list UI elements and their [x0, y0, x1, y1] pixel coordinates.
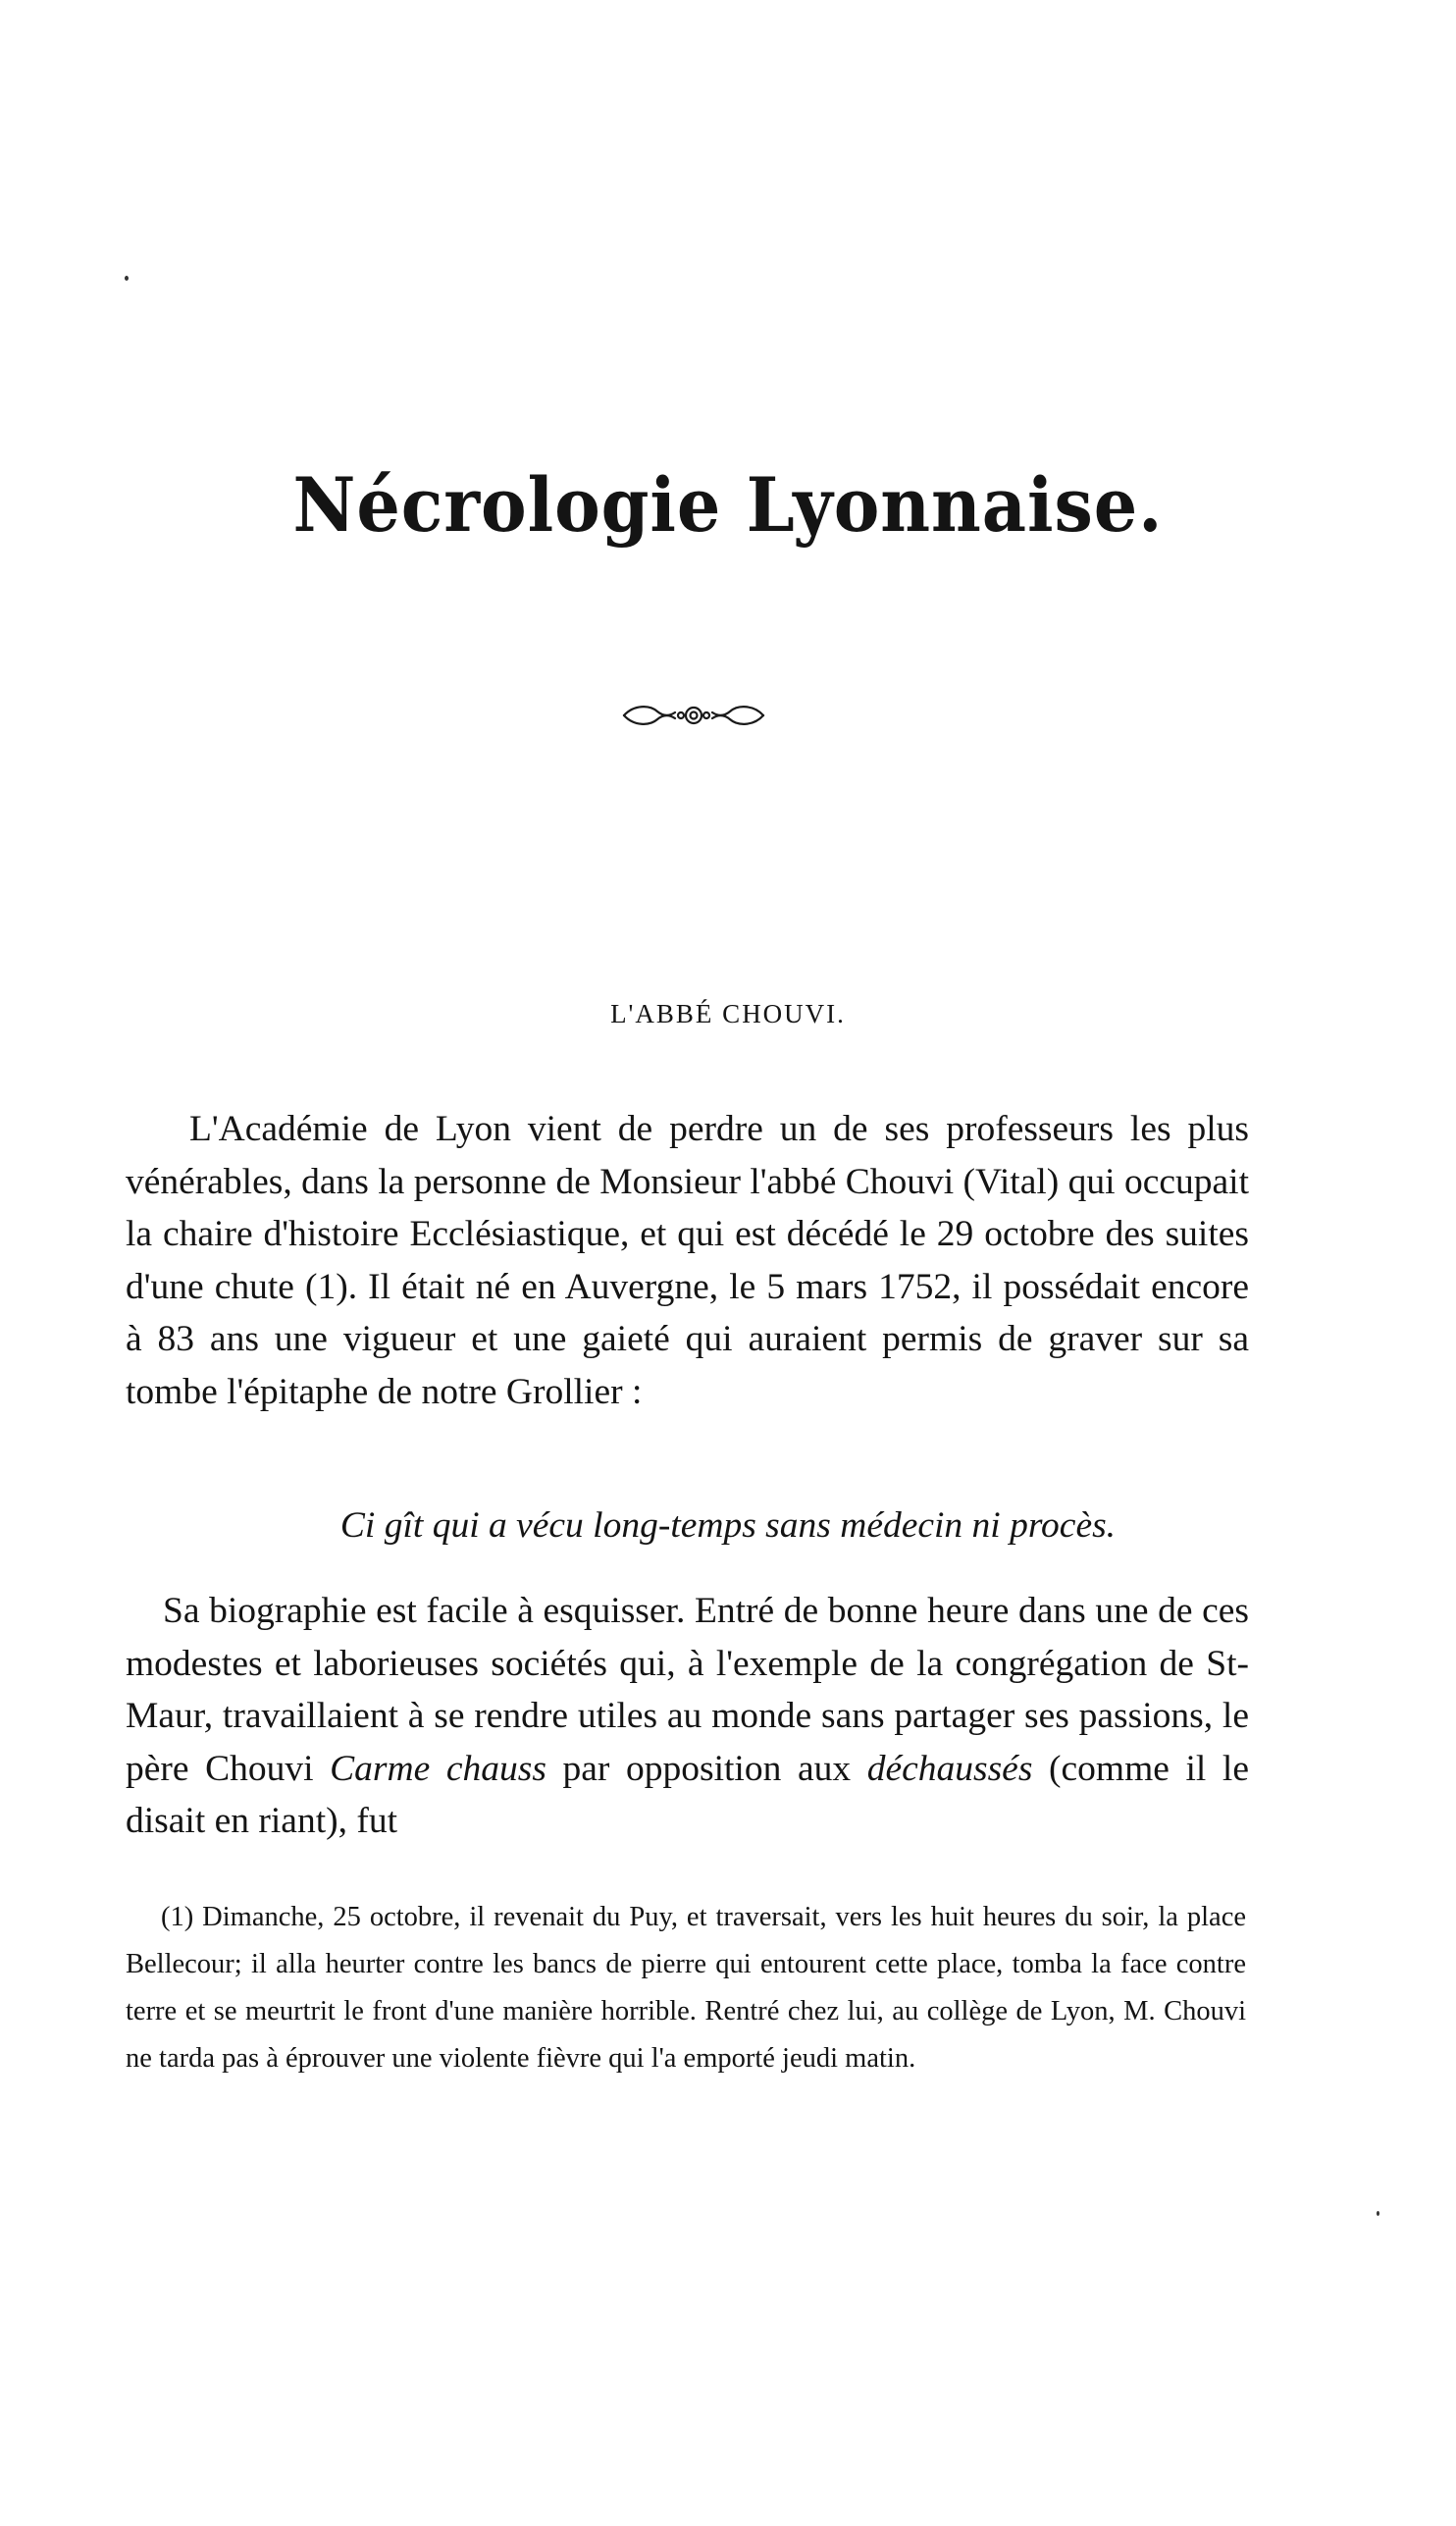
italic-term: Carme chauss: [330, 1748, 546, 1789]
paragraph-2-text: par opposition aux: [546, 1748, 867, 1789]
ornament-icon: [620, 699, 767, 732]
ink-speck: [1377, 2211, 1379, 2216]
ink-speck: [125, 276, 129, 281]
paragraph-1: L'Académie de Lyon vient de perdre un de ses professeurs les plus vénérables, dans la personne de Monsieur l'abbé Chouvi (Vital) qui occupait la chaire d'histoire Ecclésiastique, et qui est décédé le 29 octobre des suites d'une chute (1). Il était né en Auvergne, le 5 mars 1752, il possédait encore à 83 ans une vigueur et une gaieté qui auraient permis de graver sur sa tombe l'épitaphe de notre Grollier :: [126, 1109, 1249, 1412]
italic-term: déchaussés: [866, 1748, 1033, 1789]
paragraph-2-text: (comme il le disait en riant), fut: [126, 1748, 1249, 1841]
footnote: (1) Dimanche, 25 octobre, il revenait du Puy, et traversait, vers les huit heures du soir, la place Bellecour; il alla heurter contre les bancs de pierre qui entourent cette place, tomba la face contre terre et se meurtrit le front d'une manière horrible. Rentré chez lui, au collège de Lyon, M. Chouvi ne tarda pas à éprouver une violente fièvre qui l'a emporté jeudi matin.: [126, 1902, 1246, 2074]
paragraph-2: [126, 1585, 1249, 1848]
section-heading: L'ABBÉ CHOUVI.: [610, 999, 846, 1028]
epitaph-quote: Ci gît qui a vécu long-temps sans médecin ni procès.: [339, 1505, 1117, 1546]
paragraph-2-text: Sa biographie est facile à esquisser. Entré de bonne heure dans une de ces modestes et laborieuses sociétés qui, à l'exemple de la congrégation de St-Maur, travaillaient à se rendre utiles au monde sans partager ses passions, le père Chouvi: [126, 1591, 1249, 1789]
page-title: Nécrologie Lyonnaise.: [292, 461, 1164, 549]
